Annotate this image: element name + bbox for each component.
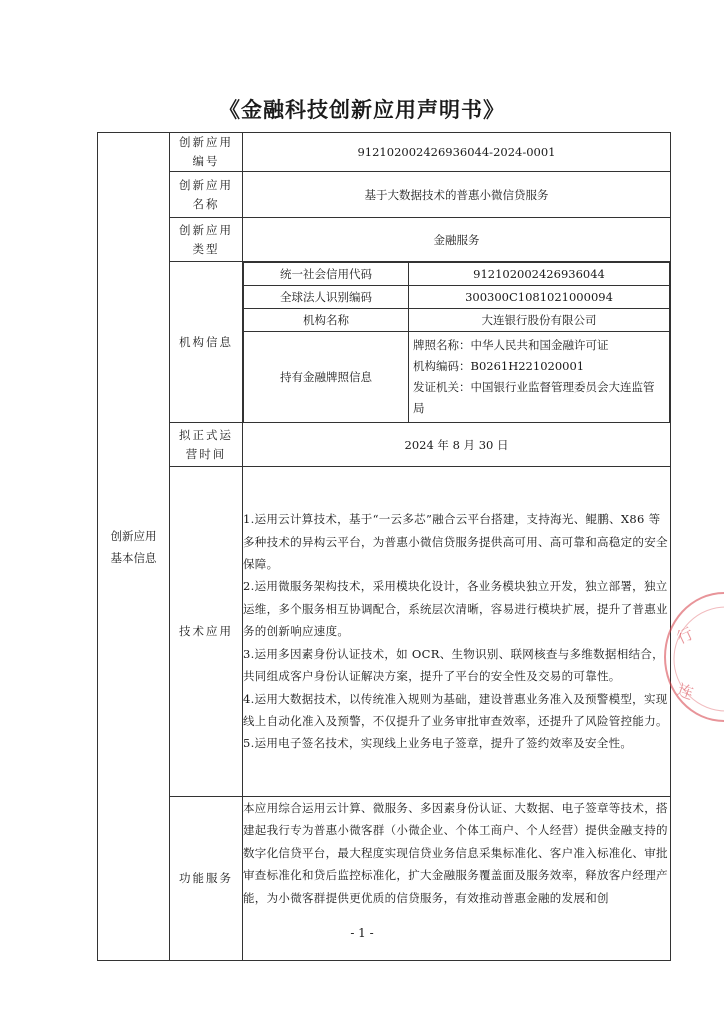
svg-text:连: 连	[674, 679, 697, 704]
tech-item: 5.运用电子签名技术，实现线上业务电子签章，提升了签约效率及安全性。	[243, 736, 633, 751]
tech-item: 1.运用云计算技术，基于“一云多芯”融合云平台搭建，支持海光、鲲鹏、X86 等多种技术的异构云平台，为普惠小微信贷服务提供高可用、高可靠和高稳定的安全保障。	[243, 512, 668, 572]
section-label-cell	[98, 133, 170, 961]
launch-label: 拟正式运营时间	[179, 427, 233, 461]
lei-label: 全球法人识别编码	[244, 286, 409, 309]
tech-item: 2.运用微服务架构技术，采用模块化设计，各业务模块独立开发，独立部署，独立运维，多个服务相互协调配合，系统层次清晰，容易进行模块扩展，提升了普惠业务的创新响应速度。	[243, 579, 668, 639]
tech-content	[243, 467, 671, 797]
license-info	[409, 332, 670, 423]
license-issuer: 发证机关：中国银行业监督管理委员会大连监管局	[413, 380, 655, 415]
license-name: 牌照名称：中华人民共和国金融许可证	[413, 338, 609, 352]
section-label: 创新应用基本信息	[110, 528, 157, 565]
tech-item: 4.运用大数据技术，以传统准入规则为基础，建设普惠业务准入及预警模型，实现线上自动化准入及预警，不仅提升了业务审批审查效率，还提升了风险管控能力。	[243, 691, 668, 728]
launch-label-cell	[170, 423, 243, 467]
red-seal-stamp	[664, 592, 724, 722]
app-number-label-cell	[170, 133, 243, 172]
app-number-label: 创新应用编号	[179, 135, 233, 168]
license-code: 机构编码：B0261H221020001	[413, 359, 585, 373]
credit-code-value: 912102002426936044	[409, 263, 670, 286]
credit-code-label: 统一社会信用代码	[244, 263, 409, 286]
app-type-label: 创新应用类型	[179, 222, 233, 256]
app-name-label-cell	[170, 172, 243, 218]
tech-label: 技术应用	[170, 467, 243, 797]
declaration-table	[97, 132, 671, 961]
license-label: 持有金融牌照信息	[244, 332, 409, 423]
tech-item: 3.运用多因素身份认证技术，如 OCR、生物识别、联网核查与多维数据相结合，共同组成客户身份认证解决方案，提升了平台的安全性及交易的可靠性。	[243, 646, 664, 684]
page-number: - 1 -	[350, 926, 374, 940]
org-name-label: 机构名称	[244, 309, 409, 332]
app-number-value: 912102002426936044-2024-0001	[243, 133, 671, 172]
app-type-value: 金融服务	[243, 218, 671, 262]
org-info-label: 机构信息	[170, 262, 243, 423]
svg-text:行: 行	[673, 623, 697, 648]
func-label: 功能服务	[170, 797, 243, 961]
func-text: 本应用综合运用云计算、微服务、多因素身份认证、大数据、电子签章等技术，搭建起我行专为普惠小微客群（小微企业、个体工商户、个人经营）提供金融支持的数字化信贷平台，最大程度实现信贷业务信息采集标准化、客户准入标准化、审批审查标准化和贷后监控标准化，扩大金融服务覆盖面及服务效率，释放客户经理产能，为小微客群提供更优质的信贷服务，有效推动普惠金融的发展和创	[243, 797, 671, 961]
org-name-value: 大连银行股份有限公司	[409, 309, 670, 332]
app-name-label: 创新应用名称	[179, 177, 233, 211]
app-name-value: 基于大数据技术的普惠小微信贷服务	[243, 172, 671, 218]
launch-value: 2024 年 8 月 30 日	[243, 423, 671, 467]
lei-value: 300300C1081021000094	[409, 286, 670, 309]
app-type-label-cell	[170, 218, 243, 262]
org-info-table	[243, 262, 670, 422]
document-title: 《金融科技创新应用声明书》	[219, 98, 505, 122]
seal-graphic	[666, 594, 724, 722]
org-info-cell	[243, 262, 671, 423]
